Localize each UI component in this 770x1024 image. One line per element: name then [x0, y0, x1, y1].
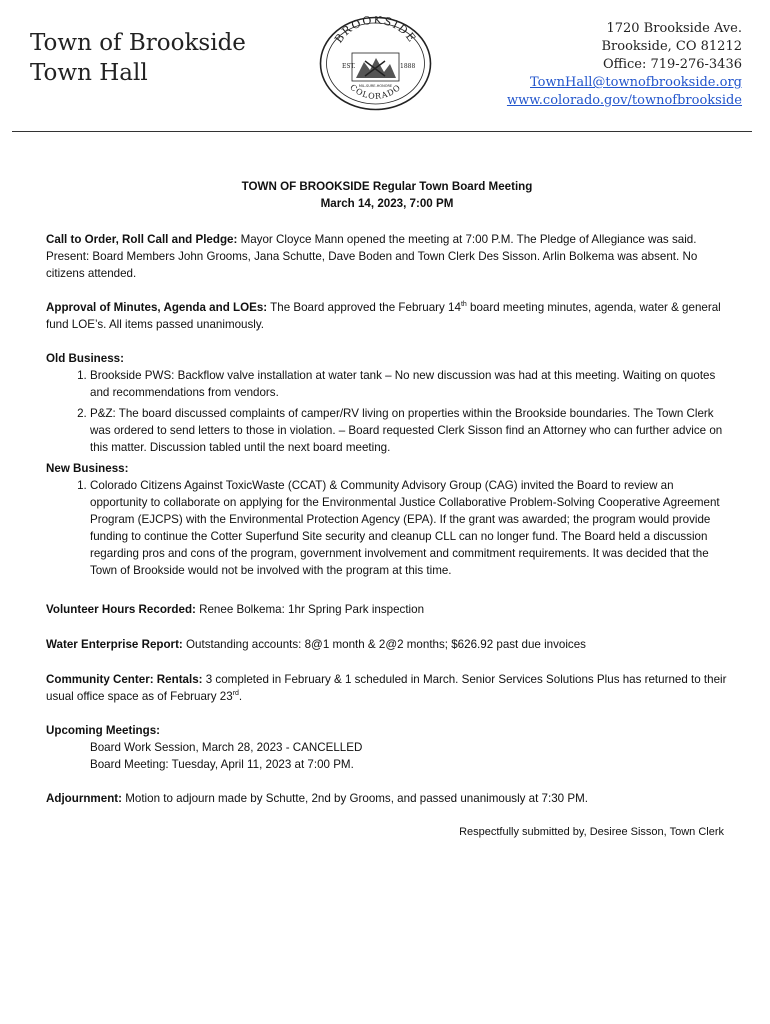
- email-link[interactable]: TownHall@townofbrookside.org: [530, 75, 742, 90]
- svg-text:COLORADO: COLORADO: [348, 82, 403, 102]
- meeting-date: March 14, 2023, 7:00 PM: [320, 197, 454, 210]
- svg-text:MIL-SURE-HONORE: MIL-SURE-HONORE: [358, 84, 393, 88]
- call-to-order-text: Mayor Cloyce Mann opened the meeting at 7:00 P.M. The Pledge of Allegiance was said. Present: Board Members John Grooms, Jana Schutte, Dave Boden and Town Clerk Des Sisson. Arlin Bolkema was absent. No citizens attended.: [46, 233, 698, 280]
- list-item: 1. Colorado Citizens Against ToxicWaste (CCAT) & Community Advisory Group (CAG) invited the Board to review an opportunity to collaborate on applying for the Environmental Justice Collaborative Problem-Solving Cooperative Agreement Program (EJCPS) with the Environmental Protection Agency (EPA). If the grant was awarded; the program would provide funding to continue the Cotter Superfund Site security and cleanup CLL can no longer fund. The Board held a discussion regarding pros and cons of the program, government involvement and commitment requirements. It was decided that the Town of Brookside would not be involved with the program at this time.: [90, 477, 728, 579]
- website-link[interactable]: www.colorado.gov/townofbrookside: [506, 93, 742, 108]
- header-divider: [12, 131, 752, 132]
- water-label: Water Enterprise Report:: [46, 638, 183, 651]
- call-to-order-section: [46, 231, 728, 282]
- approval-sup: th: [460, 301, 467, 309]
- office-phone: Office: 719-276-3436: [602, 57, 742, 72]
- town-name: Town of Brookside: [30, 30, 246, 56]
- water-text: Outstanding accounts: 8@1 month & 2@2 months; $626.92 past due invoices: [182, 638, 586, 651]
- list-item: 2. P&Z: The board discussed complaints of camper/RV living on properties within the Brookside boundaries. The Town Clerk was ordered to send letters to those in violation. – Board requested Clerk Sisson find an Attorney who can further advice on this matter. Discussion tabled until the next board meeting.: [90, 405, 728, 456]
- list-item: 1. Brookside PWS: Backflow valve installation at water tank – No new discussion was had at this meeting. Waiting on quotes and recommendations from vendors.: [90, 367, 728, 401]
- old-business-list: [46, 367, 728, 456]
- upcoming-meeting-1: Board Work Session, March 28, 2023 - CANCELLED: [90, 741, 363, 754]
- community-section: [46, 671, 728, 705]
- upcoming-label: Upcoming Meetings:: [46, 724, 161, 737]
- adjournment-text: Motion to adjourn made by Schutte, 2nd by Grooms, and passed unanimously at 7:30 PM.: [122, 792, 588, 805]
- community-sup: rd: [232, 690, 239, 698]
- upcoming-section: [46, 722, 728, 739]
- upcoming-meeting-2: Board Meeting: Tuesday, April 11, 2023 at 7:00 PM.: [90, 758, 354, 771]
- letterhead-address: [507, 20, 742, 110]
- adjournment-label: Adjournment:: [46, 792, 122, 805]
- letterhead-title: [30, 28, 246, 88]
- approval-text-cont: board meeting minutes, agenda, water & general fund LOE’s. All items passed unanimously.: [46, 301, 721, 331]
- old-business-label: Old Business:: [46, 352, 124, 365]
- new-business-label: New Business:: [46, 462, 129, 475]
- community-text-end: .: [238, 690, 243, 703]
- town-hall: Town Hall: [30, 60, 148, 86]
- volunteer-label: Volunteer Hours Recorded:: [46, 603, 196, 616]
- adjournment-section: [46, 790, 728, 807]
- minutes-body: [46, 178, 728, 841]
- street-address: 1720 Brookside Ave.: [606, 21, 742, 36]
- approval-section: [46, 299, 728, 333]
- volunteer-section: [46, 601, 728, 618]
- approval-label: Approval of Minutes, Agenda and LOEs:: [46, 301, 268, 314]
- city-state-zip: Brookside, CO 81212: [601, 39, 742, 54]
- meeting-title: TOWN OF BROOKSIDE Regular Town Board Meeting: [241, 180, 533, 193]
- community-text: 3 completed in February & 1 scheduled in March. Senior Services Solutions Plus has returned to their usual office space as of February 23: [46, 673, 727, 703]
- svg-text:EST.: EST.: [342, 63, 356, 70]
- signature-line: Respectfully submitted by, Desiree Sisson, Town Clerk: [459, 826, 724, 838]
- old-business-section: [46, 350, 728, 367]
- community-label: Community Center: Rentals:: [46, 673, 203, 686]
- svg-text:BROOKSIDE: BROOKSIDE: [332, 16, 419, 46]
- approval-text: The Board approved the February 14: [267, 301, 461, 314]
- new-business-list: [46, 477, 728, 579]
- water-section: [46, 636, 728, 653]
- svg-text:1888: 1888: [400, 63, 416, 70]
- new-business-section: [46, 460, 728, 477]
- town-seal-logo: [318, 16, 433, 111]
- volunteer-text: Renee Bolkema: 1hr Spring Park inspection: [195, 603, 425, 616]
- call-to-order-label: Call to Order, Roll Call and Pledge:: [46, 233, 238, 246]
